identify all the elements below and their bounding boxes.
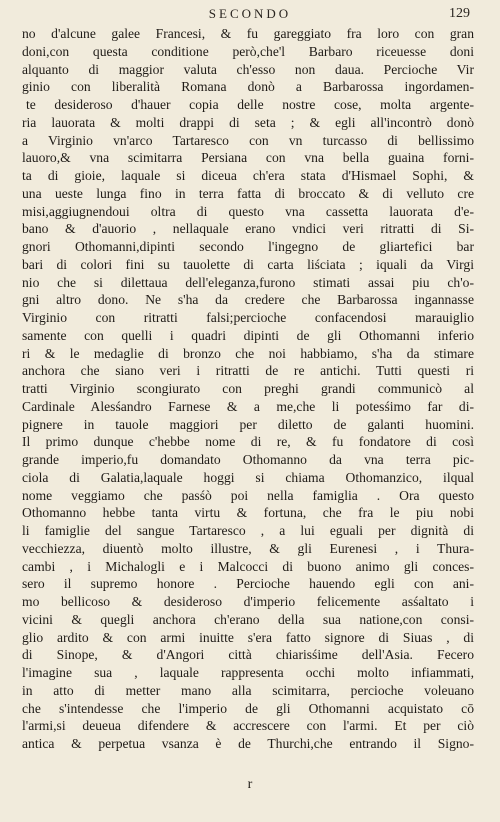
text-line: Virginio con ritratti falsi;percioche confacendosi marauiglio	[22, 310, 474, 325]
text-line: no d'alcune galee Francesi, & fu gareggiato fra loro con gran	[22, 26, 474, 41]
text-line: nio che si dilettaua dell'eleganza,furono stimati assai piu ch'o-	[22, 274, 474, 290]
text-line: vecchiezza, diuentò molto illustre, & gli Eurenesi , i Thura-	[22, 540, 474, 556]
signature-mark: r	[247, 777, 253, 792]
text-line: lauoro,& vna scimitarra Persiana con vna bella guaina forni-	[22, 150, 474, 166]
page-number: 129	[449, 6, 470, 21]
text-line: ta di gioie, laquale si diceua ch'era stata d'Hismael Sophi, &	[22, 168, 474, 183]
text-line: Cardinale Alesśandro Farnese & a me,che li potesśimo far di-	[22, 398, 474, 414]
text-line: te desideroso d'hauer copia delle nostre cose, molta argente-	[26, 97, 474, 112]
text-line: Il primo dunque c'hebbe nome di re, & fu fondatore di così	[22, 434, 474, 450]
text-line: gnori Othomanni,dipinti secondo l'ingegno de gliartefici bar	[22, 239, 474, 254]
body-text	[22, 25, 474, 753]
text-line: ri & le medaglie di bronzo che noi habbiamo, s'ha da stimare	[22, 345, 474, 361]
text-line: a Virginio vn'arco Tartaresco con vn turcasso di bellissimo	[22, 132, 474, 148]
text-line: che s'intendesse che l'imperio de gli Othomanni acquistato cō	[22, 700, 474, 716]
text-line: gni altro dono. Ne s'ha da credere che Barbarossa ingannasse	[22, 292, 474, 308]
text-line: alquanto di maggior valuta ch'esso non daua. Percioche Vir	[22, 61, 474, 77]
text-line: antica & perpetua vsanza è de Thurchi,che entrando il Signo-	[22, 736, 474, 751]
text-line: sero il supremo honore . Percioche hauendo egli con ani-	[22, 576, 474, 592]
text-line: una ueste lunga fino in terra fatta di broccato & di velluto cre	[22, 185, 474, 201]
text-line: anchora che siano veri i ritratti de re antichi. Tutti questi ri	[22, 363, 474, 379]
text-line: nome veggiamo che pasśò poi nella famiglia . Ora questo	[22, 487, 474, 503]
text-line: mo bellicoso & desideroso d'imperio felicemente asśaltato i	[22, 594, 474, 609]
text-line: ginio con liberalità Romana donò a Barbarossa ingordamen-	[22, 79, 474, 95]
text-line: di Sinope, & d'Angori città chiarisśime dell'Asia. Fecero	[22, 647, 474, 663]
text-line: bano & d'auorio , nellaquale erano vndici veri ritratti di Si-	[22, 221, 474, 237]
text-line: glio ardito & con armi inuitte s'era fatto signore di Siuas , di	[22, 629, 474, 645]
text-line: li famiglie del sangue Tartaresco , a lui eguali per dignità di	[22, 523, 474, 538]
text-line: in atto di metter mano alla scimitarra, percioche voleuano	[22, 682, 474, 698]
running-head	[0, 6, 500, 26]
text-line: l'armi,si deueua difendere & accrescere con l'armi. Et per ciò	[22, 718, 474, 734]
text-line: doni,con questa conditione però,che'l Barbaro riceuesse doni	[22, 43, 474, 59]
text-line: Othomanno hebbe tanta virtu & fortuna, che fra le piu nobi	[22, 505, 474, 521]
running-head-title: SECONDO	[208, 6, 292, 21]
text-line: bari di colori fini su tauolette di carta liściata ; iquali da Virgi	[22, 256, 474, 272]
text-line: vicini & quegli anchora ch'erano della sua natione,con consi-	[22, 611, 474, 627]
text-line: ria lauorata & molti drappi di seta ; & egli all'incontrò donò	[22, 114, 474, 130]
text-line: cambi , i Michalogli e i Malcocci di buono animo gli conces-	[22, 558, 474, 574]
text-line: tratti Virginio scongiurato con preghi grandi communicò al	[22, 381, 474, 396]
text-line: l'imagine sua , laquale rappresenta occhi molto infiammati,	[22, 665, 474, 680]
text-line: misi,aggiugnendoui oltra di questo vna cassetta lauorata d'e-	[22, 203, 474, 219]
text-line: ciola di Galatia,laquale hoggi si chiama Othomanzico, ilqual	[22, 469, 474, 485]
text-line: pignere in tauole maggiori per diletto de galanti huomini.	[22, 416, 474, 432]
text-line: grande imperio,fu domandato Othomanno da vna terra pic-	[22, 452, 474, 467]
text-line: samente con quelli i quadri dipinti de gli Othomanni inferio	[22, 327, 474, 343]
